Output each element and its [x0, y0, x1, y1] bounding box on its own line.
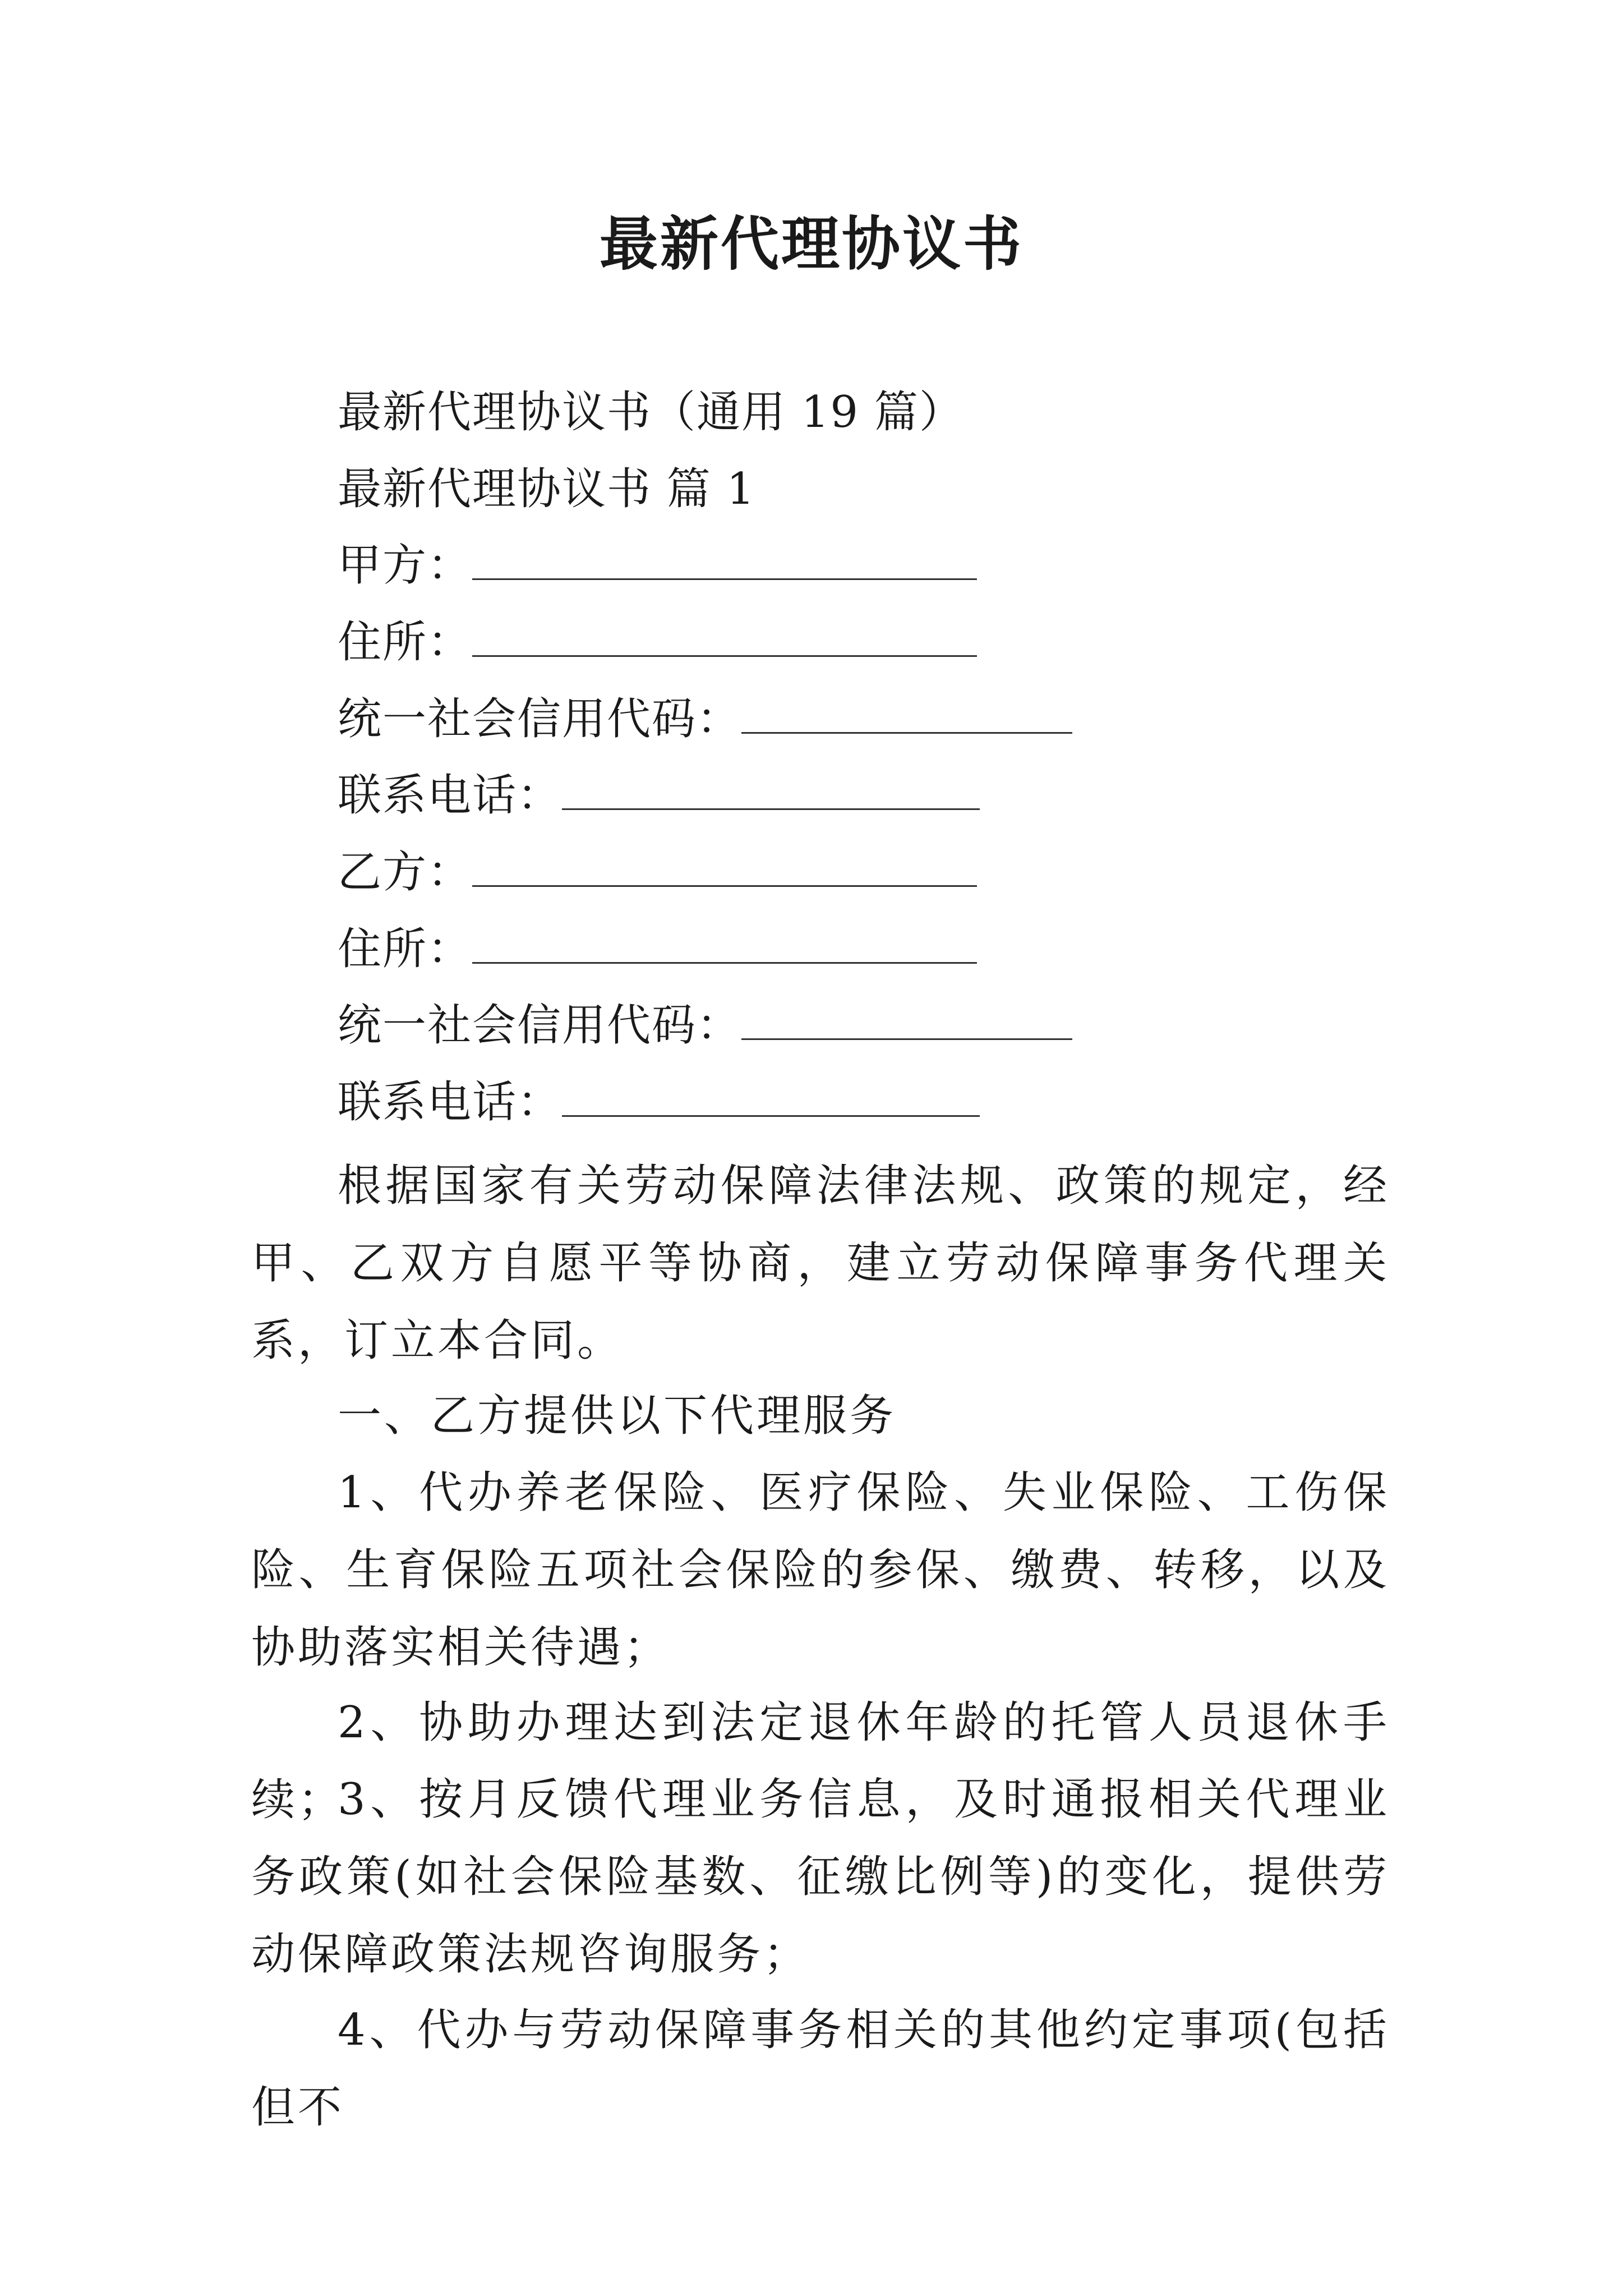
- clause-3: 3、按月反馈代理业务信息，及时通报相关代理业务政策(如社会保险基数、征缴比例等)的变化，提供劳动保障政策法规咨询服务；: [251, 1774, 1390, 1980]
- field-label: 联系电话：: [338, 1077, 562, 1128]
- party-a-credit-code-field: [338, 688, 1072, 750]
- field-label: 统一社会信用代码：: [338, 694, 742, 744]
- field-label: 住所：: [338, 924, 473, 974]
- section-heading: 最新代理协议书 篇 1: [338, 464, 756, 514]
- blank-line: [472, 921, 977, 964]
- blank-line: [741, 691, 1072, 734]
- party-b-field: [338, 841, 977, 903]
- party-b-address-field: [338, 918, 977, 980]
- section-one-heading: 一、乙方提供以下代理服务: [338, 1391, 897, 1441]
- document-title: 最新代理协议书: [599, 209, 1023, 278]
- blank-line: [741, 997, 1072, 1040]
- blank-line: [472, 844, 977, 887]
- clause-4: 4、代办与劳动保障事务相关的其他约定事项(包括但不: [251, 2005, 1390, 2133]
- field-label: 联系电话：: [338, 770, 562, 821]
- party-a-field: [338, 535, 977, 596]
- intro-paragraph: 根据国家有关劳动保障法律法规、政策的规定，经甲、乙双方自愿平等协商，建立劳动保障事务代理关系，订立本合同。: [251, 1161, 1390, 1366]
- blank-line: [472, 614, 977, 657]
- party-b-credit-code-field: [338, 995, 1072, 1056]
- clause-1: 1、代办养老保险、医疗保险、失业保险、工伤保险、生育保险五项社会保险的参保、缴费、转移，以及协助落实相关待遇；: [251, 1467, 1390, 1673]
- document-subtitle: 最新代理协议书（通用 19 篇）: [338, 387, 964, 438]
- field-label: 统一社会信用代码：: [338, 1000, 742, 1051]
- party-a-address-field: [338, 611, 977, 673]
- field-label: 乙方：: [338, 847, 473, 898]
- field-label: 住所：: [338, 617, 473, 668]
- party-b-phone-field: [338, 1071, 980, 1133]
- party-a-phone-field: [338, 765, 980, 826]
- blank-line: [562, 767, 980, 810]
- blank-line: [562, 1074, 980, 1117]
- field-label: 甲方：: [338, 540, 473, 591]
- clause-2: 2、协助办理达到法定退休年龄的托管人员退休手续；: [251, 1697, 1390, 1825]
- blank-line: [472, 537, 977, 580]
